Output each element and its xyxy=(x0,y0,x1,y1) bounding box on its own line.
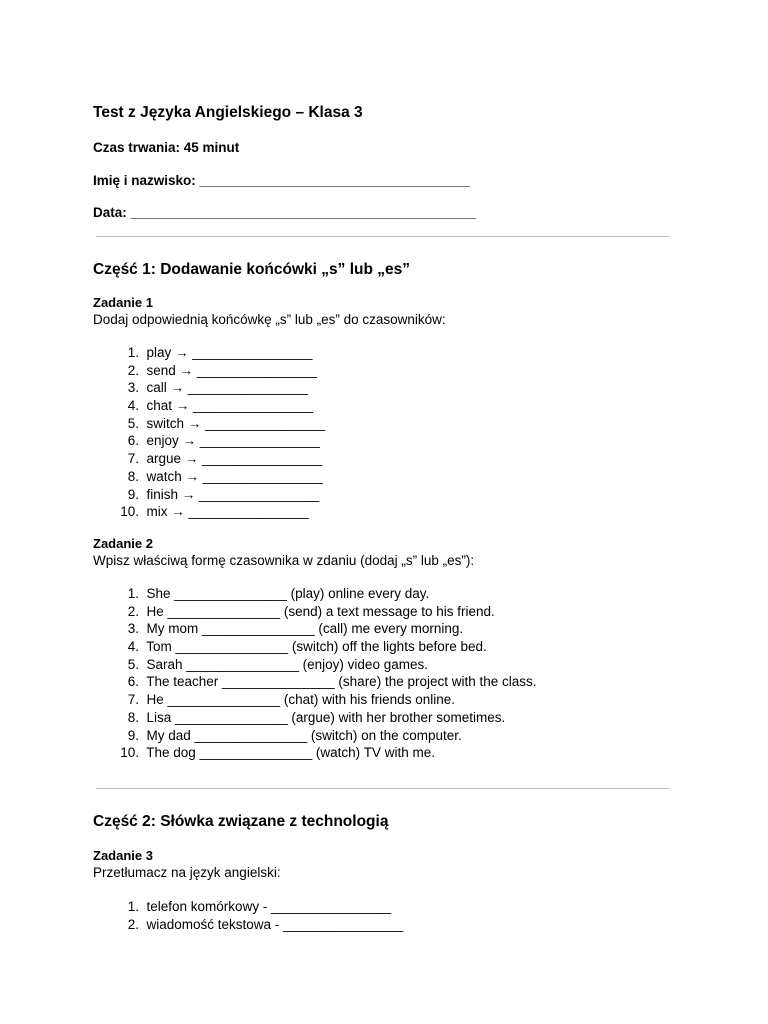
task1-title: Zadanie 1 xyxy=(93,295,153,310)
list-item: 2. wiadomość tekstowa - ________________ xyxy=(127,916,404,932)
part2-title: Część 2: Słówka związane z technologią xyxy=(93,813,389,830)
date-field-line: Data: ______________________________________________ xyxy=(93,205,476,220)
list-item: 8. watch → ________________ xyxy=(127,468,323,484)
task1-list xyxy=(93,344,325,521)
page-title: Test z Języka Angielskiego – Klasa 3 xyxy=(93,104,363,121)
task1-instruction: Dodaj odpowiednią końcówkę „s” lub „es” do czasowników: xyxy=(93,312,446,327)
list-item: 6. The teacher _______________ (share) the project with the class. xyxy=(127,674,537,690)
list-item: 3. call → ________________ xyxy=(127,380,308,396)
list-item: 1. telefon komórkowy - ________________ xyxy=(127,899,392,914)
list-item: 7. He _______________ (chat) with his friends online. xyxy=(127,692,455,708)
list-item: 10. The dog _______________ (watch) TV with me. xyxy=(120,745,435,761)
task3-title: Zadanie 3 xyxy=(93,848,153,863)
task3-instruction: Przetłumacz na język angielski: xyxy=(93,865,281,880)
duration-line: Czas trwania: 45 minut xyxy=(93,140,240,155)
list-item: 6. enjoy → ________________ xyxy=(127,433,320,449)
task2-title: Zadanie 2 xyxy=(93,536,153,551)
list-item: 1. She _______________ (play) online every day. xyxy=(127,586,430,601)
list-item: 5. switch → ________________ xyxy=(127,415,326,431)
list-item: 9. My dad _______________ (switch) on the computer. xyxy=(127,727,462,743)
list-item: 5. Sarah _______________ (enjoy) video games. xyxy=(127,656,428,672)
list-item: 2. He _______________ (send) a text message to his friend. xyxy=(127,603,495,619)
list-item: 7. argue → ________________ xyxy=(127,451,323,467)
list-item: 4. Tom _______________ (switch) off the lights before bed. xyxy=(127,639,487,655)
name-field-line: Imię i nazwisko: ____________________________________ xyxy=(93,173,470,188)
list-item: 9. finish → ________________ xyxy=(127,486,320,502)
divider xyxy=(96,788,669,789)
list-item: 1. play → ________________ xyxy=(127,345,313,360)
list-item: 8. Lisa _______________ (argue) with her brother sometimes. xyxy=(127,709,506,725)
list-item: 3. My mom _______________ (call) me every morning. xyxy=(127,621,464,637)
part1-title: Część 1: Dodawanie końcówki „s” lub „es” xyxy=(93,261,410,278)
task2-instruction: Wpisz właściwą formę czasownika w zdaniu (dodaj „s” lub „es”): xyxy=(93,553,475,568)
task2-list xyxy=(93,585,537,762)
list-item: 2. send → ________________ xyxy=(127,362,317,378)
list-item: 10. mix → ________________ xyxy=(120,504,309,520)
task3-list xyxy=(93,898,403,933)
divider xyxy=(96,236,669,237)
list-item: 4. chat → ________________ xyxy=(127,398,314,414)
